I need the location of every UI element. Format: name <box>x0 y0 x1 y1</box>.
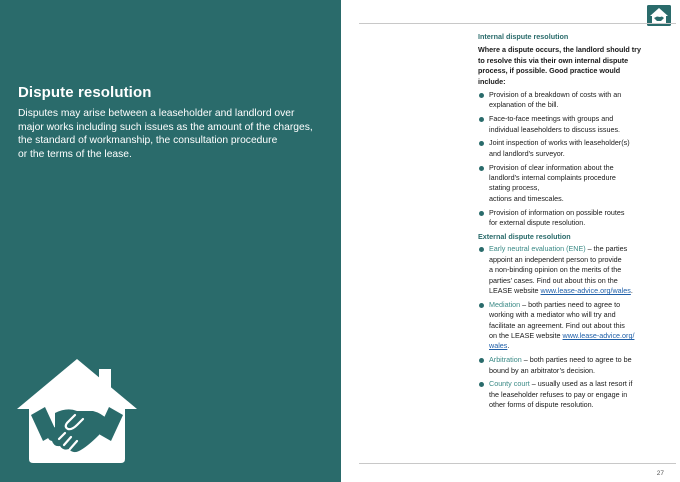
header-divider <box>359 23 676 24</box>
item-line: other forms of dispute resolution. <box>489 400 594 410</box>
item-line: a non-binding opinion on the merits of the <box>489 265 622 275</box>
page-number: 27 <box>656 470 664 477</box>
item-line: stating process, <box>489 183 540 193</box>
item-line: – the parties <box>585 244 628 254</box>
item-line: – usually used as a last resort if <box>529 379 633 389</box>
intro-line: major works including such issues as the amount of the charges, <box>18 121 313 133</box>
footer-divider <box>359 463 676 464</box>
bullet-icon <box>479 117 484 122</box>
term-label: Mediation <box>489 299 521 309</box>
bullet-icon <box>479 358 484 363</box>
list-item <box>478 90 668 111</box>
internal-lead-paragraph <box>478 45 668 87</box>
term-label: Early neutral evaluation (ENE) <box>489 244 586 254</box>
item-line: Joint inspection of works with leaseholder(s) <box>489 138 630 148</box>
bullet-icon <box>479 166 484 171</box>
external-list <box>478 244 668 410</box>
list-item <box>478 208 668 229</box>
item-line: individual leaseholders to discuss issues. <box>489 124 621 134</box>
section-heading-internal: Internal dispute resolution <box>478 32 569 41</box>
item-line: for external dispute resolution. <box>489 218 586 228</box>
item-line: – both parties need to agree to <box>520 299 621 309</box>
list-item <box>478 138 668 159</box>
list-item <box>478 379 668 410</box>
item-line: Face-to-face meetings with groups and <box>489 114 614 124</box>
lease-advice-link[interactable]: www.lease-advice.org/ <box>562 331 635 341</box>
lead-line: Where a dispute occurs, the landlord should try <box>478 45 641 54</box>
bullet-icon <box>479 303 484 308</box>
item-line: on the LEASE website <box>489 331 563 341</box>
bullet-icon <box>479 382 484 387</box>
lease-advice-link[interactable]: www.lease-advice.org/wales <box>540 286 631 296</box>
item-line: bound by an arbitrator’s decision. <box>489 365 596 375</box>
section-heading-external: External dispute resolution <box>478 232 571 242</box>
lead-line: include: <box>478 76 506 86</box>
item-line: – both parties need to agree to be <box>521 355 632 365</box>
item-line: explanation of the bill. <box>489 100 559 110</box>
right-panel <box>341 0 680 482</box>
intro-line: or the terms of the lease. <box>18 148 132 160</box>
item-line: and landlord’s surveyor. <box>489 148 565 158</box>
item-line: appoint an independent person to provide <box>489 254 622 264</box>
lease-advice-link[interactable]: wales <box>489 341 508 351</box>
item-line: working with a mediator who will try and <box>489 310 616 320</box>
internal-list <box>478 90 668 228</box>
item-line: . <box>507 341 510 351</box>
item-line: the leaseholder refuses to pay or engage in <box>489 389 628 399</box>
item-line: facilitate an agreement. Find out about this <box>489 320 625 330</box>
list-item <box>478 244 668 296</box>
lead-line: process, if possible. Good practice would <box>478 66 621 75</box>
bullet-icon <box>479 141 484 146</box>
intro-line: the standard of workmanship, the consultation procedure <box>18 135 278 147</box>
item-line: actions and timescales. <box>489 193 564 203</box>
item-line: landlord’s internal complaints procedure <box>489 173 616 183</box>
term-label: County court <box>489 379 530 389</box>
list-item <box>478 114 668 135</box>
main-content <box>478 32 668 414</box>
bullet-icon <box>479 211 484 216</box>
house-handshake-icon <box>15 355 139 465</box>
page-title: Dispute resolution <box>18 84 152 101</box>
item-line: . <box>630 286 633 296</box>
item-line: LEASE website <box>489 286 541 296</box>
bullet-icon <box>479 93 484 98</box>
item-line: Provision of clear information about the <box>489 162 614 172</box>
bullet-icon <box>479 247 484 252</box>
list-item <box>478 355 668 376</box>
intro-line: Disputes may arise between a leaseholder and landlord over <box>18 108 295 119</box>
list-item <box>478 163 668 205</box>
intro-paragraph <box>18 107 328 161</box>
item-line: parties’ cases. Find out about this on the <box>489 275 618 285</box>
item-line: Provision of information on possible routes <box>489 207 625 217</box>
list-item <box>478 300 668 352</box>
term-label: Arbitration <box>489 355 522 365</box>
item-line: Provision of a breakdown of costs with an <box>489 90 622 99</box>
lead-line: to resolve this via their own internal dispute <box>478 55 629 65</box>
